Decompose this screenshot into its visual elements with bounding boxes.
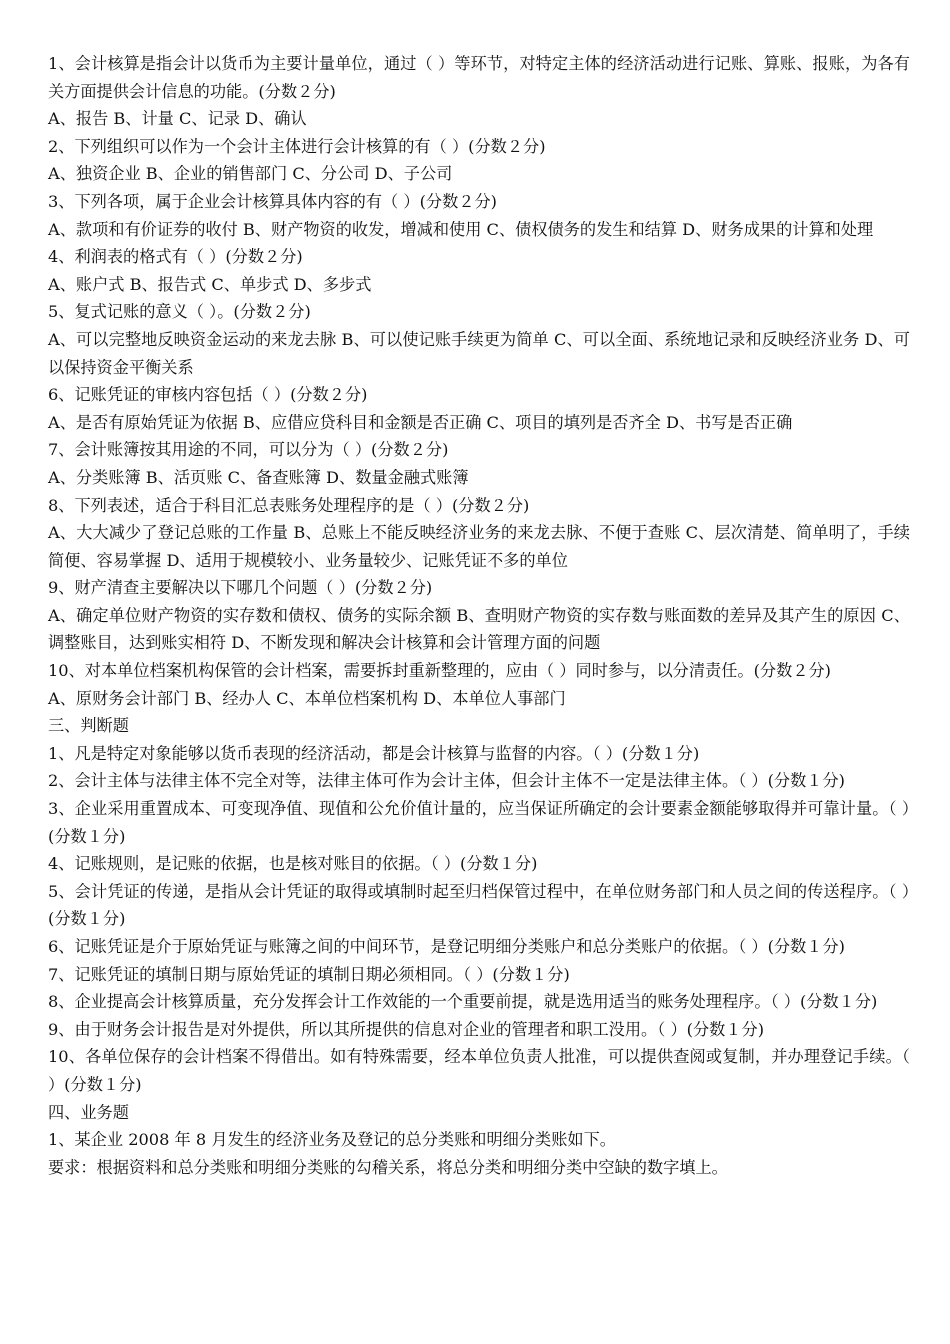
- text-line: 9、财产清查主要解决以下哪几个问题（ ）(分数２分): [48, 578, 433, 598]
- text-line: 4、记账规则，是记账的依据，也是核对账目的依据。（ ）(分数１分): [48, 854, 538, 874]
- text-line: A、原财务会计部门 B、经办人 C、本单位档案机构 D、本单位人事部门: [48, 688, 566, 708]
- text-line: A、分类账簿 B、活页账 C、备查账簿 D、数量金融式账簿: [48, 467, 469, 487]
- section-heading: 四、业务题: [48, 1102, 129, 1122]
- text-line: A、大大减少了登记总账的工作量 B、总账上不能反映经济业务的来龙去脉、不便于查账 C、层次清楚、简单明了，手续简便、容易掌握 D、适用于规模较小、业务量较少、记账凭证不多的单位: [48, 523, 910, 570]
- text-line: 9、由于财务会计报告是对外提供，所以其所提供的信息对企业的管理者和职工没用。（ ）(分数１分): [48, 1019, 765, 1039]
- text-line: A、是否有原始凭证为依据 B、应借应贷科目和金额是否正确 C、项目的填列是否齐全 D、书写是否正确: [48, 412, 793, 432]
- text-line: A、账户式 B、报告式 C、单步式 D、多步式: [48, 274, 372, 294]
- text-line: 5、会计凭证的传递，是指从会计凭证的取得或填制时起至归档保管过程中，在单位财务部门和人员之间的传送程序。（ ）(分数１分): [48, 881, 910, 929]
- text-line: 3、企业采用重置成本、可变现净值、现值和公允价值计量的，应当保证所确定的会计要素金额能够取得并可靠计量。（ ）(分数１分): [48, 799, 910, 846]
- text-line: 4、利润表的格式有（ ）(分数２分): [48, 247, 303, 267]
- text-line: A、款项和有价证券的收付 B、财产物资的收发，增减和使用 C、债权债务的发生和结算 D、财务成果的计算和处理: [48, 219, 874, 239]
- text-line: 1、某企业 2008 年 8 月发生的经济业务及登记的总分类账和明细分类账如下。: [48, 1130, 616, 1150]
- text-line: 10、对本单位档案机构保管的会计档案，需要拆封重新整理的，应由（ ）同时参与，以分清责任。(分数２分): [48, 661, 831, 681]
- text-line: 10、各单位保存的会计档案不得借出。如有特殊需要，经本单位负责人批准，可以提供查阅或复制，并办理登记手续。（ ）(分数１分): [48, 1047, 910, 1094]
- text-line: 8、下列表述，适合于科目汇总表账务处理程序的是（ ）(分数２分): [48, 495, 530, 515]
- text-line: 5、复式记账的意义（ ）。(分数２分): [48, 302, 311, 322]
- text-line: 2、会计主体与法律主体不完全对等，法律主体可作为会计主体，但会计主体不一定是法律主体。（ ）(分数１分): [48, 771, 845, 791]
- text-line: 1、会计核算是指会计以货币为主要计量单位，通过（ ）等环节，对特定主体的经济活动进行记账、算账、报账，为各有关方面提供会计信息的功能。(分数２分): [48, 54, 910, 101]
- text-line: 2、下列组织可以作为一个会计主体进行会计核算的有（ ）(分数２分): [48, 136, 546, 156]
- text-line: 6、记账凭证的审核内容包括（ ）(分数２分): [48, 385, 368, 405]
- text-line: A、确定单位财产物资的实存数和债权、债务的实际余额 B、查明财产物资的实存数与账面数的差异及其产生的原因 C、调整账目，达到账实相符 D、不断发现和解决会计核算和会计管理方面的问题: [48, 605, 910, 653]
- document-page: [48, 50, 910, 1181]
- text-line: 要求：根据资料和总分类账和明细分类账的勾稽关系，将总分类和明细分类中空缺的数字填上。: [48, 1157, 728, 1177]
- text-line: A、独资企业 B、企业的销售部门 C、分公司 D、子公司: [48, 164, 453, 184]
- text-line: 6、记账凭证是介于原始凭证与账簿之间的中间环节，是登记明细分类账户和总分类账户的依据。（ ）(分数１分): [48, 937, 845, 956]
- text-line: 7、记账凭证的填制日期与原始凭证的填制日期必须相同。（ ）(分数１分): [48, 964, 570, 984]
- text-line: 7、会计账簿按其用途的不同，可以分为（ ）(分数２分): [48, 440, 449, 460]
- text-line: A、可以完整地反映资金运动的来龙去脉 B、可以使记账手续更为简单 C、可以全面、系统地记录和反映经济业务 D、可以保持资金平衡关系: [48, 329, 910, 377]
- text-line: 8、企业提高会计核算质量，充分发挥会计工作效能的一个重要前提，就是选用适当的账务处理程序。（ ）(分数１分): [48, 992, 878, 1012]
- section-heading: 三、判断题: [48, 716, 129, 736]
- text-line: 1、凡是特定对象能够以货币表现的经济活动，都是会计核算与监督的内容。（ ）(分数１分): [48, 743, 700, 763]
- text-line: 3、下列各项，属于企业会计核算具体内容的有（ ）(分数２分): [48, 191, 497, 211]
- text-line: A、报告 B、计量 C、记录 D、确认: [48, 109, 307, 129]
